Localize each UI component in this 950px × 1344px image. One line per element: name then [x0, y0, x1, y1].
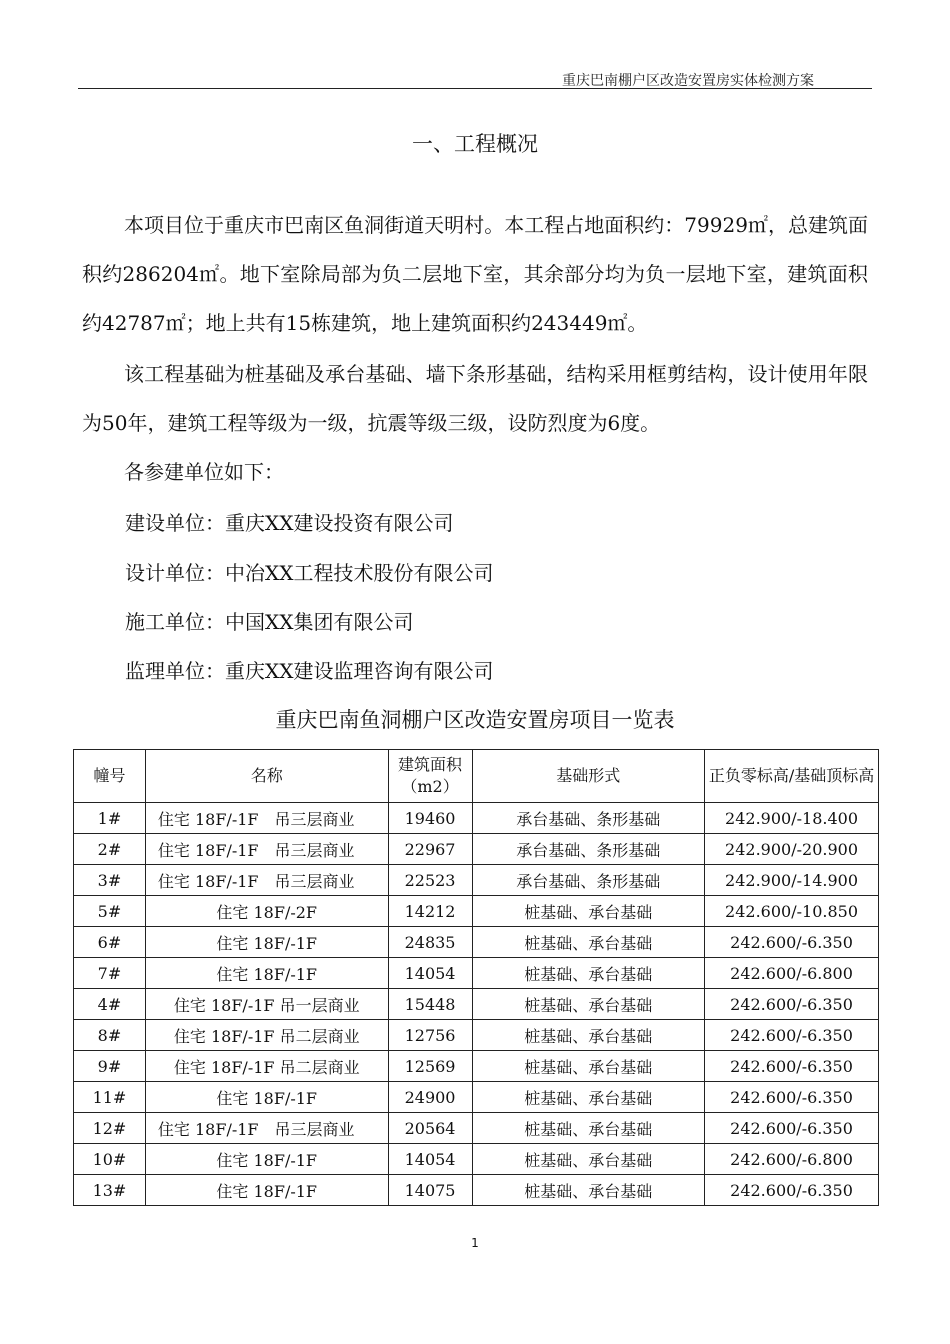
cell-no: 11#	[74, 1082, 146, 1113]
cell-foundation: 桩基础、承台基础	[472, 958, 705, 989]
unit-design: 设计单位：中冶XX工程技术股份有限公司	[125, 561, 494, 585]
cell-name: 住宅 18F/-1F 吊三层商业	[145, 803, 388, 834]
cell-area: 22967	[388, 834, 472, 865]
cell-area: 12756	[388, 1020, 472, 1051]
cell-area: 20564	[388, 1113, 472, 1144]
cell-elevation: 242.600/-6.350	[705, 1082, 879, 1113]
cell-no: 3#	[74, 865, 146, 896]
cell-elevation: 242.600/-6.350	[705, 989, 879, 1020]
cell-name: 住宅 18F/-1F 吊一层商业	[145, 989, 388, 1020]
cell-elevation: 242.600/-10.850	[705, 896, 879, 927]
table-row	[74, 1175, 879, 1206]
cell-name: 住宅 18F/-1F 吊二层商业	[145, 1020, 388, 1051]
table-row	[74, 1082, 879, 1113]
cell-elevation: 242.900/-20.900	[705, 834, 879, 865]
cell-name: 住宅 18F/-1F 吊三层商业	[145, 834, 388, 865]
cell-elevation: 242.900/-14.900	[705, 865, 879, 896]
paragraph-foundation: 该工程基础为桩基础及承台基础、墙下条形基础，结构采用框剪结构，设计使用年限为50年，建筑工程等级为一级，抗震等级三级，设防烈度为6度。	[82, 362, 868, 435]
table-row	[74, 834, 879, 865]
cell-name: 住宅 18F/-1F 吊三层商业	[145, 1113, 388, 1144]
section-title: 一、工程概况	[412, 132, 538, 156]
cell-area: 15448	[388, 989, 472, 1020]
cell-foundation: 桩基础、承台基础	[472, 1051, 705, 1082]
cell-area: 24835	[388, 927, 472, 958]
table-row	[74, 896, 879, 927]
cell-foundation: 桩基础、承台基础	[472, 1082, 705, 1113]
table-row	[74, 927, 879, 958]
page-number: 1	[471, 1236, 479, 1250]
cell-no: 7#	[74, 958, 146, 989]
cell-no: 2#	[74, 834, 146, 865]
cell-area: 14075	[388, 1175, 472, 1206]
header-elevation: 正负零标高/基础顶标高	[705, 750, 879, 803]
cell-no: 12#	[74, 1113, 146, 1144]
cell-no: 10#	[74, 1144, 146, 1175]
table-row	[74, 958, 879, 989]
cell-foundation: 桩基础、承台基础	[472, 896, 705, 927]
table-row	[74, 1113, 879, 1144]
cell-foundation: 桩基础、承台基础	[472, 1175, 705, 1206]
paragraph-overview: 本项目位于重庆市巴南区鱼洞街道天明村。本工程占地面积约：79929㎡，总建筑面积约286204㎡。地下室除局部为负二层地下室，其余部分均为负一层地下室，建筑面积约42787㎡；地上共有15栋建筑，地上建筑面积约243449㎡。	[82, 213, 868, 335]
cell-no: 8#	[74, 1020, 146, 1051]
cell-foundation: 桩基础、承台基础	[472, 927, 705, 958]
unit-construct: 施工单位：中国XX集团有限公司	[125, 610, 414, 634]
cell-no: 13#	[74, 1175, 146, 1206]
cell-elevation: 242.600/-6.800	[705, 958, 879, 989]
table-header-row	[74, 750, 879, 803]
cell-name: 住宅 18F/-1F	[145, 1082, 388, 1113]
cell-elevation: 242.600/-6.350	[705, 1113, 879, 1144]
cell-name: 住宅 18F/-1F	[145, 958, 388, 989]
cell-foundation: 承台基础、条形基础	[472, 865, 705, 896]
cell-name: 住宅 18F/-1F	[145, 1175, 388, 1206]
cell-elevation: 242.600/-6.800	[705, 1144, 879, 1175]
header-no: 幢号	[74, 750, 146, 803]
cell-area: 22523	[388, 865, 472, 896]
cell-area: 14212	[388, 896, 472, 927]
cell-area: 24900	[388, 1082, 472, 1113]
header-name: 名称	[145, 750, 388, 803]
cell-area: 19460	[388, 803, 472, 834]
unit-build: 建设单位：重庆XX建设投资有限公司	[125, 511, 454, 535]
paragraph-units-intro: 各参建单位如下：	[124, 460, 284, 484]
cell-area: 12569	[388, 1051, 472, 1082]
table-row	[74, 865, 879, 896]
cell-foundation: 桩基础、承台基础	[472, 1020, 705, 1051]
cell-name: 住宅 18F/-1F	[145, 927, 388, 958]
cell-foundation: 桩基础、承台基础	[472, 1113, 705, 1144]
cell-no: 9#	[74, 1051, 146, 1082]
cell-foundation: 桩基础、承台基础	[472, 1144, 705, 1175]
cell-elevation: 242.900/-18.400	[705, 803, 879, 834]
table-row	[74, 1020, 879, 1051]
cell-no: 1#	[74, 803, 146, 834]
cell-foundation: 桩基础、承台基础	[472, 989, 705, 1020]
cell-name: 住宅 18F/-1F	[145, 1144, 388, 1175]
cell-elevation: 242.600/-6.350	[705, 1051, 879, 1082]
cell-area: 14054	[388, 1144, 472, 1175]
table-row	[74, 803, 879, 834]
table-row	[74, 989, 879, 1020]
table-row	[74, 1051, 879, 1082]
cell-name: 住宅 18F/-1F 吊三层商业	[145, 865, 388, 896]
cell-name: 住宅 18F/-2F	[145, 896, 388, 927]
table-row	[74, 1144, 879, 1175]
header-area: 建筑面积（m2）	[388, 750, 472, 803]
table-title: 重庆巴南鱼洞棚户区改造安置房项目一览表	[275, 708, 675, 732]
unit-supervise: 监理单位：重庆XX建设监理咨询有限公司	[125, 659, 494, 683]
running-header: 重庆巴南棚户区改造安置房实体检测方案	[562, 73, 814, 89]
header-rule	[78, 88, 872, 89]
cell-name: 住宅 18F/-1F 吊二层商业	[145, 1051, 388, 1082]
cell-elevation: 242.600/-6.350	[705, 1020, 879, 1051]
cell-area: 14054	[388, 958, 472, 989]
cell-no: 6#	[74, 927, 146, 958]
cell-elevation: 242.600/-6.350	[705, 927, 879, 958]
header-foundation: 基础形式	[472, 750, 705, 803]
cell-elevation: 242.600/-6.350	[705, 1175, 879, 1206]
cell-no: 4#	[74, 989, 146, 1020]
cell-foundation: 承台基础、条形基础	[472, 803, 705, 834]
cell-foundation: 承台基础、条形基础	[472, 834, 705, 865]
project-table	[73, 749, 879, 1206]
cell-no: 5#	[74, 896, 146, 927]
